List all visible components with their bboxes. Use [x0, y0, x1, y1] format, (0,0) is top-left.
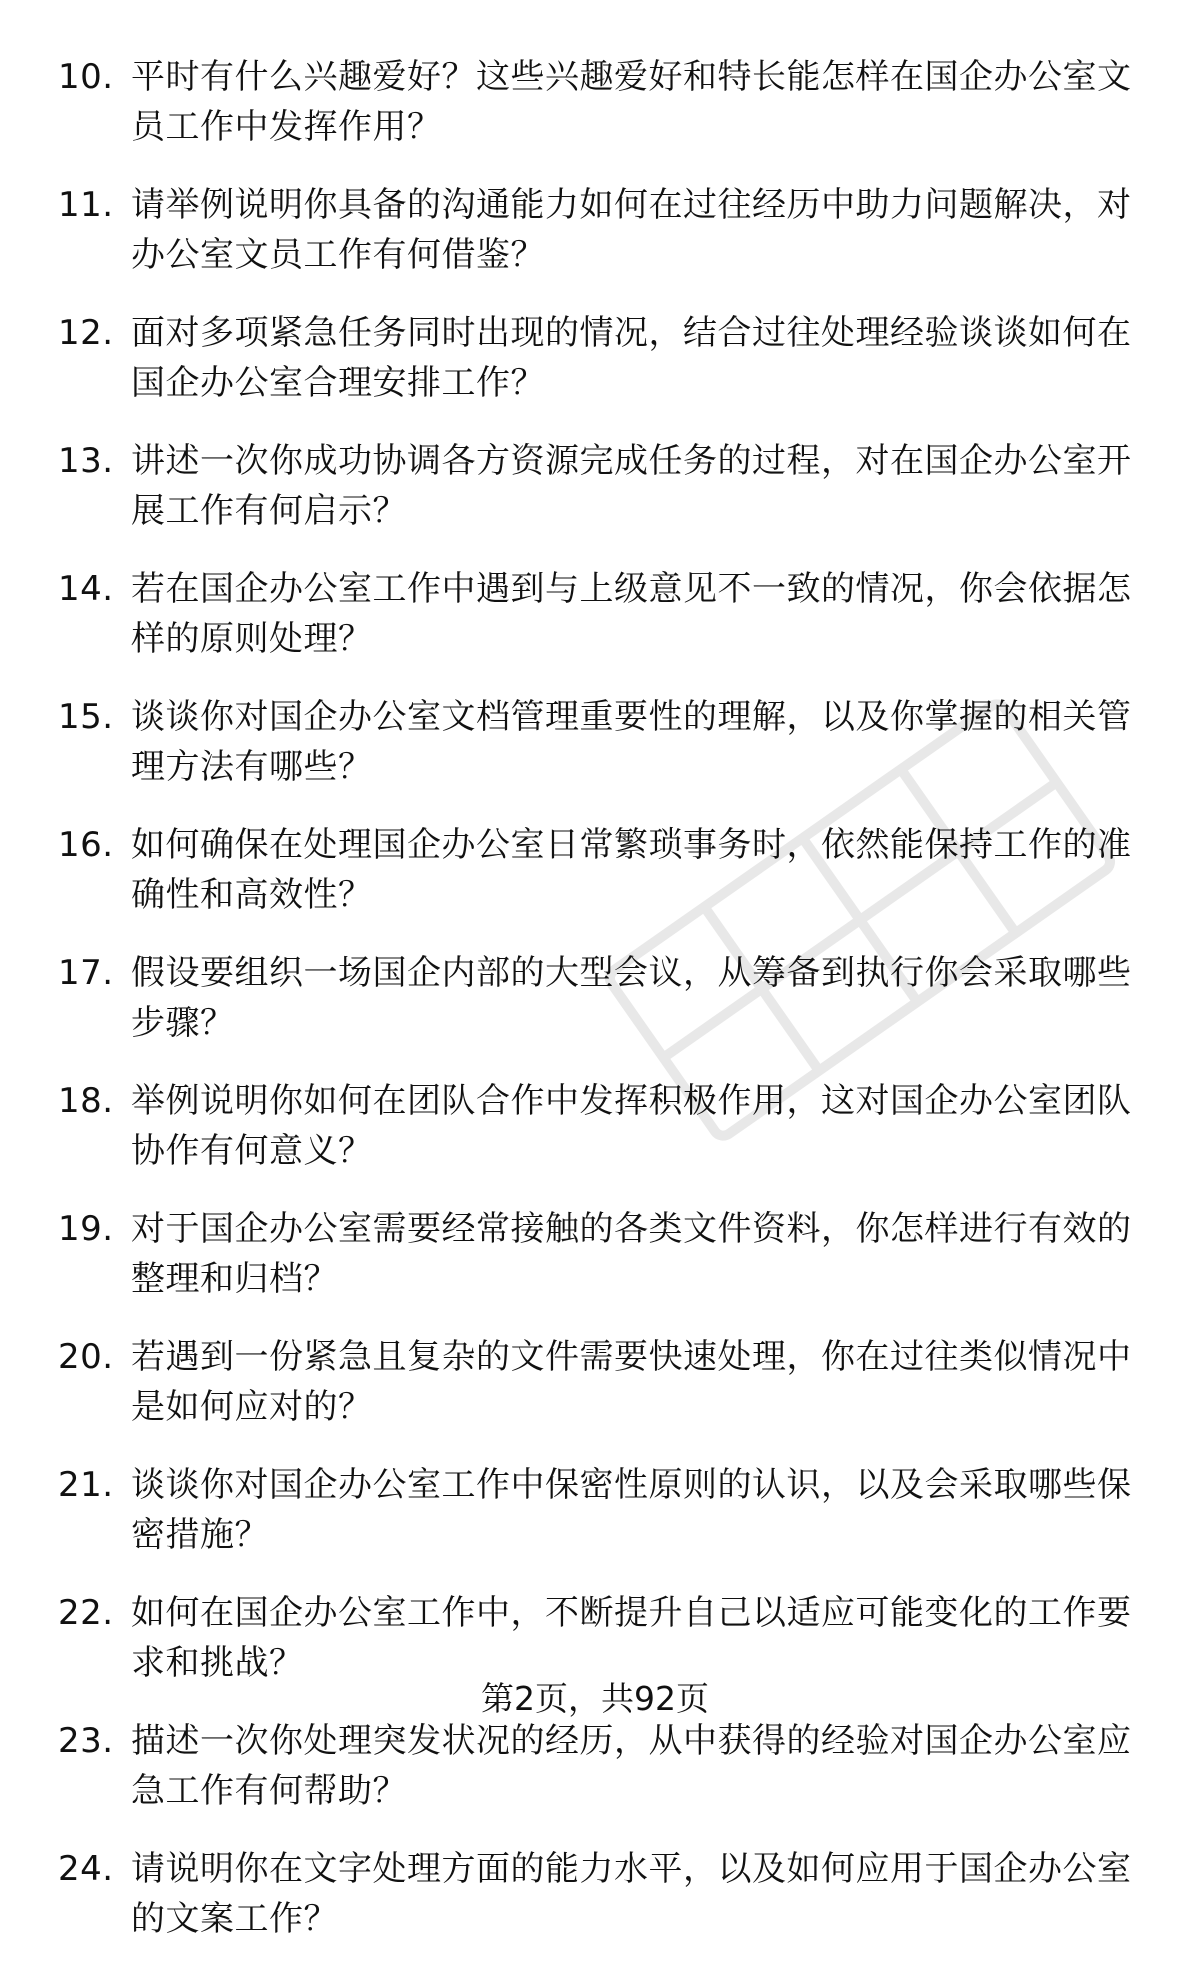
question-text: 请说明你在文字处理方面的能力水平，以及如何应用于国企办公室的文案工作？ — [131, 1849, 1132, 1939]
question-item — [58, 564, 1148, 664]
question-text: 若在国企办公室工作中遇到与上级意见不一致的情况，你会依据怎样的原则处理？ — [131, 569, 1132, 659]
question-number: 21. — [58, 1465, 114, 1505]
question-number: 12. — [58, 313, 114, 353]
question-item — [58, 692, 1148, 792]
question-number: 11. — [58, 185, 114, 225]
question-number: 24. — [58, 1849, 114, 1889]
question-number: 19. — [58, 1209, 114, 1249]
question-number: 17. — [58, 953, 114, 993]
question-item — [58, 1076, 1148, 1176]
question-text: 平时有什么兴趣爱好？这些兴趣爱好和特长能怎样在国企办公室文员工作中发挥作用？ — [131, 57, 1132, 147]
question-text: 请举例说明你具备的沟通能力如何在过往经历中助力问题解决，对办公室文员工作有何借鉴？ — [131, 185, 1132, 275]
question-text: 若遇到一份紧急且复杂的文件需要快速处理，你在过往类似情况中是如何应对的？ — [131, 1337, 1132, 1427]
question-number: 18. — [58, 1081, 114, 1121]
question-item — [58, 1844, 1148, 1944]
question-number: 15. — [58, 697, 114, 737]
question-text: 谈谈你对国企办公室文档管理重要性的理解，以及你掌握的相关管理方法有哪些？ — [131, 697, 1132, 787]
question-text: 举例说明你如何在团队合作中发挥积极作用，这对国企办公室团队协作有何意义？ — [131, 1081, 1132, 1171]
question-text: 如何确保在处理国企办公室日常繁琐事务时，依然能保持工作的准确性和高效性？ — [131, 825, 1132, 915]
question-item — [58, 52, 1148, 152]
question-text: 描述一次你处理突发状况的经历，从中获得的经验对国企办公室应急工作有何帮助？ — [131, 1721, 1132, 1811]
question-item — [58, 1332, 1148, 1432]
question-text: 谈谈你对国企办公室工作中保密性原则的认识，以及会采取哪些保密措施？ — [131, 1465, 1132, 1555]
question-number: 13. — [58, 441, 114, 481]
question-number: 23. — [58, 1721, 114, 1761]
question-text: 对于国企办公室需要经常接触的各类文件资料，你怎样进行有效的整理和归档？ — [131, 1209, 1132, 1299]
question-item — [58, 180, 1148, 280]
question-text: 讲述一次你成功协调各方资源完成任务的过程，对在国企办公室开展工作有何启示？ — [131, 441, 1132, 531]
question-item — [58, 948, 1148, 1048]
question-item — [58, 1460, 1148, 1560]
question-item — [58, 1716, 1148, 1816]
question-number: 22. — [58, 1593, 114, 1633]
question-number: 16. — [58, 825, 114, 865]
question-item — [58, 436, 1148, 536]
question-text: 假设要组织一场国企内部的大型会议，从筹备到执行你会采取哪些步骤？ — [131, 953, 1132, 1043]
question-item — [58, 308, 1148, 408]
question-item — [58, 1588, 1148, 1688]
question-item — [58, 1204, 1148, 1304]
question-number: 14. — [58, 569, 114, 609]
question-number: 10. — [58, 57, 114, 97]
question-text: 面对多项紧急任务同时出现的情况，结合过往处理经验谈谈如何在国企办公室合理安排工作？ — [131, 313, 1132, 403]
page-number-footer: 第2页，共92页 — [481, 1679, 709, 1718]
question-number: 20. — [58, 1337, 114, 1377]
question-text: 如何在国企办公室工作中，不断提升自己以适应可能变化的工作要求和挑战？ — [131, 1593, 1132, 1683]
question-item — [58, 820, 1148, 920]
